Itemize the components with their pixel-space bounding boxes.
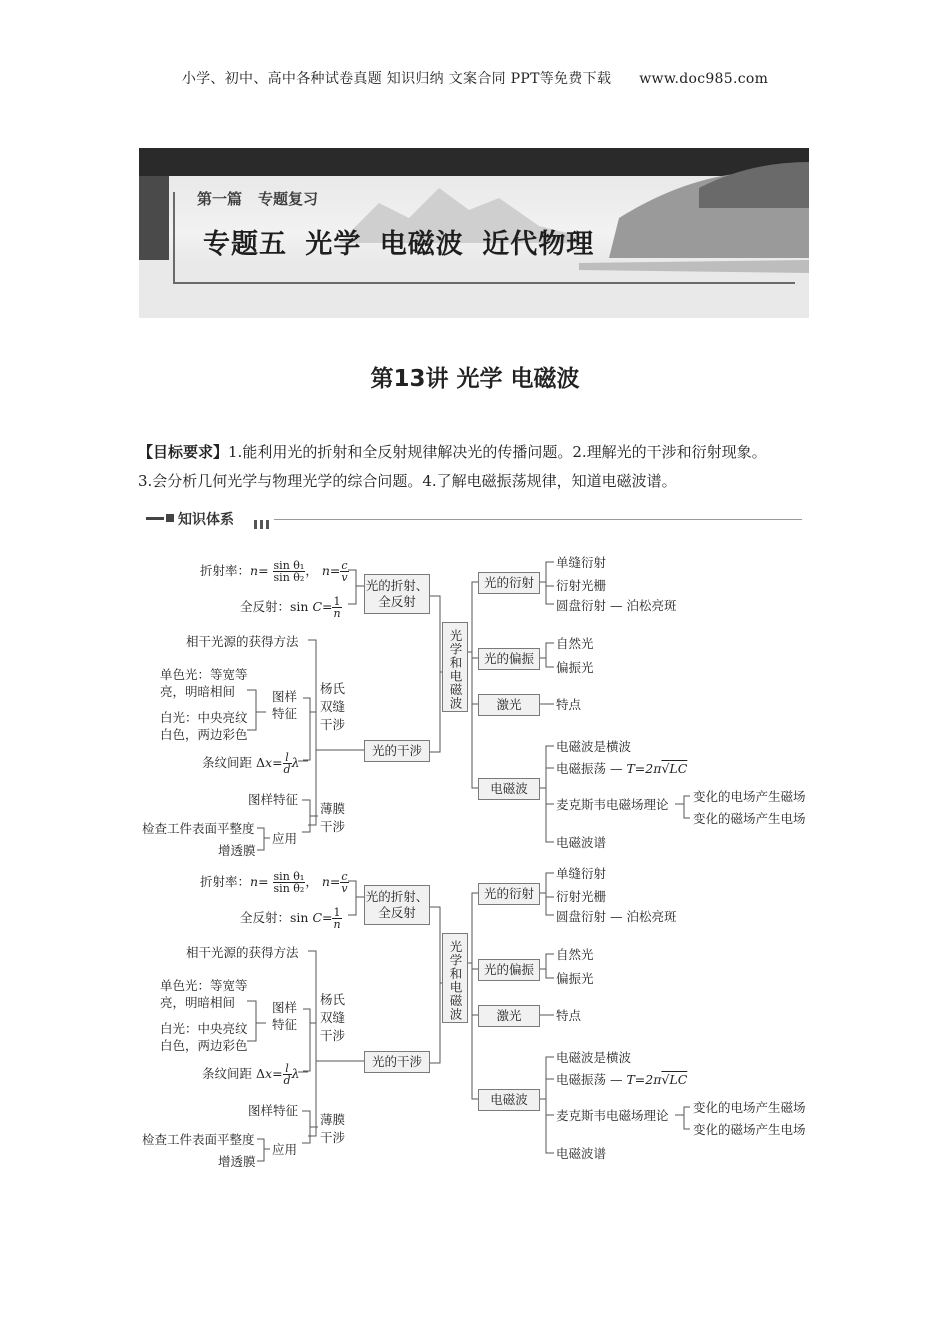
coherent-source-label: 相干光源的获得方法 bbox=[186, 634, 299, 649]
heading-dash bbox=[146, 517, 164, 520]
poisson-spot-label: 圆盘衍射 — 泊松亮斑 bbox=[556, 598, 677, 613]
polarization-box: 光的偏振 bbox=[478, 959, 540, 981]
diffraction-box: 光的衍射 bbox=[478, 572, 540, 594]
grating-label: 衍射光栅 bbox=[556, 578, 607, 593]
learning-goals bbox=[138, 438, 828, 496]
transverse-wave-label: 电磁波是横波 bbox=[556, 739, 632, 754]
center-topic-box: 光学和电磁波 bbox=[442, 622, 468, 712]
b-to-e-label: 变化的磁场产生电场 bbox=[693, 1122, 806, 1137]
chapter-banner bbox=[139, 148, 809, 318]
fringe-spacing-formula: 条纹间距 Δx= $\frac{l}{d}$ λ bbox=[202, 751, 300, 776]
poisson-spot-label: 圆盘衍射 — 泊松亮斑 bbox=[556, 909, 677, 924]
film-pattern-label: 图样特征 bbox=[248, 792, 299, 807]
laser-feature-label: 特点 bbox=[556, 1008, 582, 1023]
double-slit-label: 杨氏双缝干涉 bbox=[320, 992, 346, 1043]
thin-film-label: 薄膜干涉 bbox=[320, 1112, 346, 1145]
polarized-light-label: 偏振光 bbox=[556, 660, 594, 675]
banner-kicker bbox=[197, 188, 334, 209]
header-slogan: 小学、初中、高中各种试卷真题 知识归纳 文案合同 PPT等免费下载 bbox=[181, 71, 612, 87]
page-header bbox=[0, 68, 950, 88]
polarized-light-label: 偏振光 bbox=[556, 971, 594, 986]
e-to-b-label: 变化的电场产生磁场 bbox=[693, 1100, 806, 1115]
laser-box: 激光 bbox=[478, 1005, 540, 1027]
fringe-spacing-formula: 条纹间距 Δx= $\frac{l}{d}$ λ bbox=[202, 1062, 300, 1087]
coherent-source-label: 相干光源的获得方法 bbox=[186, 945, 299, 960]
lecture-title: 第13讲 光学 电磁波 bbox=[370, 366, 580, 392]
application-label: 应用 bbox=[272, 831, 298, 846]
refraction-index-formula: 折射率：n= $\frac{\text{sin θ₁}}{\text{sin θ₂}}$ ， n= $\frac{c}{v}$ bbox=[200, 559, 348, 584]
goals-line-2: 3.会分析几何光学与物理光学的综合问题。4.了解电磁振荡规律，知道电磁波谱。 bbox=[138, 472, 677, 490]
monochrome-label: 单色光：等宽等亮，明暗相间 bbox=[160, 978, 248, 1010]
film-pattern-label: 图样特征 bbox=[248, 1103, 299, 1118]
em-oscillation-formula: 电磁振荡 — T=2π√LC bbox=[556, 761, 688, 776]
heading-rule bbox=[274, 519, 802, 520]
interference-box: 光的干涉 bbox=[364, 1051, 430, 1073]
refraction-box: 光的折射、全反射 bbox=[364, 574, 430, 614]
diffraction-box: 光的衍射 bbox=[478, 883, 540, 905]
banner-part: 第一篇 bbox=[197, 190, 243, 208]
mind-map-2 bbox=[140, 863, 820, 1173]
laser-box: 激光 bbox=[478, 694, 540, 716]
grating-label: 衍射光栅 bbox=[556, 889, 607, 904]
natural-light-label: 自然光 bbox=[556, 636, 594, 651]
laser-feature-label: 特点 bbox=[556, 697, 582, 712]
single-slit-label: 单缝衍射 bbox=[556, 555, 607, 570]
heading-bars bbox=[254, 514, 272, 533]
flatness-check-label: 检查工件表面平整度 bbox=[142, 821, 255, 836]
em-wave-box: 电磁波 bbox=[478, 778, 540, 800]
white-light-label: 白光：中央亮纹白色，两边彩色 bbox=[160, 1021, 248, 1053]
double-slit-label: 杨氏双缝干涉 bbox=[320, 681, 346, 732]
antireflection-label: 增透膜 bbox=[218, 843, 256, 858]
total-reflection-formula: 全反射：sin C= $\frac{1}{n}$ bbox=[240, 906, 341, 931]
maxwell-theory-label: 麦克斯韦电磁场理论 bbox=[556, 1108, 669, 1123]
header-url[interactable]: www.doc985.com bbox=[639, 71, 769, 87]
thin-film-label: 薄膜干涉 bbox=[320, 801, 346, 834]
maxwell-theory-label: 麦克斯韦电磁场理论 bbox=[556, 797, 669, 812]
goals-tag: 【目标要求】 bbox=[138, 443, 229, 461]
em-oscillation-formula: 电磁振荡 — T=2π√LC bbox=[556, 1072, 688, 1087]
refraction-box: 光的折射、全反射 bbox=[364, 885, 430, 925]
em-wave-box: 电磁波 bbox=[478, 1089, 540, 1111]
interference-box: 光的干涉 bbox=[364, 740, 430, 762]
single-slit-label: 单缝衍射 bbox=[556, 866, 607, 881]
flatness-check-label: 检查工件表面平整度 bbox=[142, 1132, 255, 1147]
banner-section: 专题复习 bbox=[258, 190, 319, 208]
pattern-feature-label: 图样特征 bbox=[272, 1000, 298, 1032]
center-topic-box: 光学和电磁波 bbox=[442, 933, 468, 1023]
monochrome-label: 单色光：等宽等亮，明暗相间 bbox=[160, 667, 248, 699]
b-to-e-label: 变化的磁场产生电场 bbox=[693, 811, 806, 826]
total-reflection-formula: 全反射：sin C= $\frac{1}{n}$ bbox=[240, 595, 341, 620]
em-spectrum-label: 电磁波谱 bbox=[556, 1146, 607, 1161]
polarization-box: 光的偏振 bbox=[478, 648, 540, 670]
heading-square bbox=[166, 514, 174, 522]
heading-text: 知识体系 bbox=[178, 512, 234, 528]
em-spectrum-label: 电磁波谱 bbox=[556, 835, 607, 850]
goals-line-1: 1.能利用光的折射和全反射规律解决光的传播问题。2.理解光的干涉和衍射现象。 bbox=[228, 443, 767, 461]
application-label: 应用 bbox=[272, 1142, 298, 1157]
white-light-label: 白光：中央亮纹白色，两边彩色 bbox=[160, 710, 248, 742]
transverse-wave-label: 电磁波是横波 bbox=[556, 1050, 632, 1065]
knowledge-system-heading bbox=[146, 509, 802, 529]
banner-title: 专题五 光学 电磁波 近代物理 bbox=[203, 229, 595, 260]
mind-map-1 bbox=[140, 552, 820, 862]
natural-light-label: 自然光 bbox=[556, 947, 594, 962]
pattern-feature-label: 图样特征 bbox=[272, 689, 298, 721]
antireflection-label: 增透膜 bbox=[218, 1154, 256, 1169]
refraction-index-formula: 折射率：n= $\frac{\text{sin θ₁}}{\text{sin θ₂}}$ ， n= $\frac{c}{v}$ bbox=[200, 870, 348, 895]
e-to-b-label: 变化的电场产生磁场 bbox=[693, 789, 806, 804]
